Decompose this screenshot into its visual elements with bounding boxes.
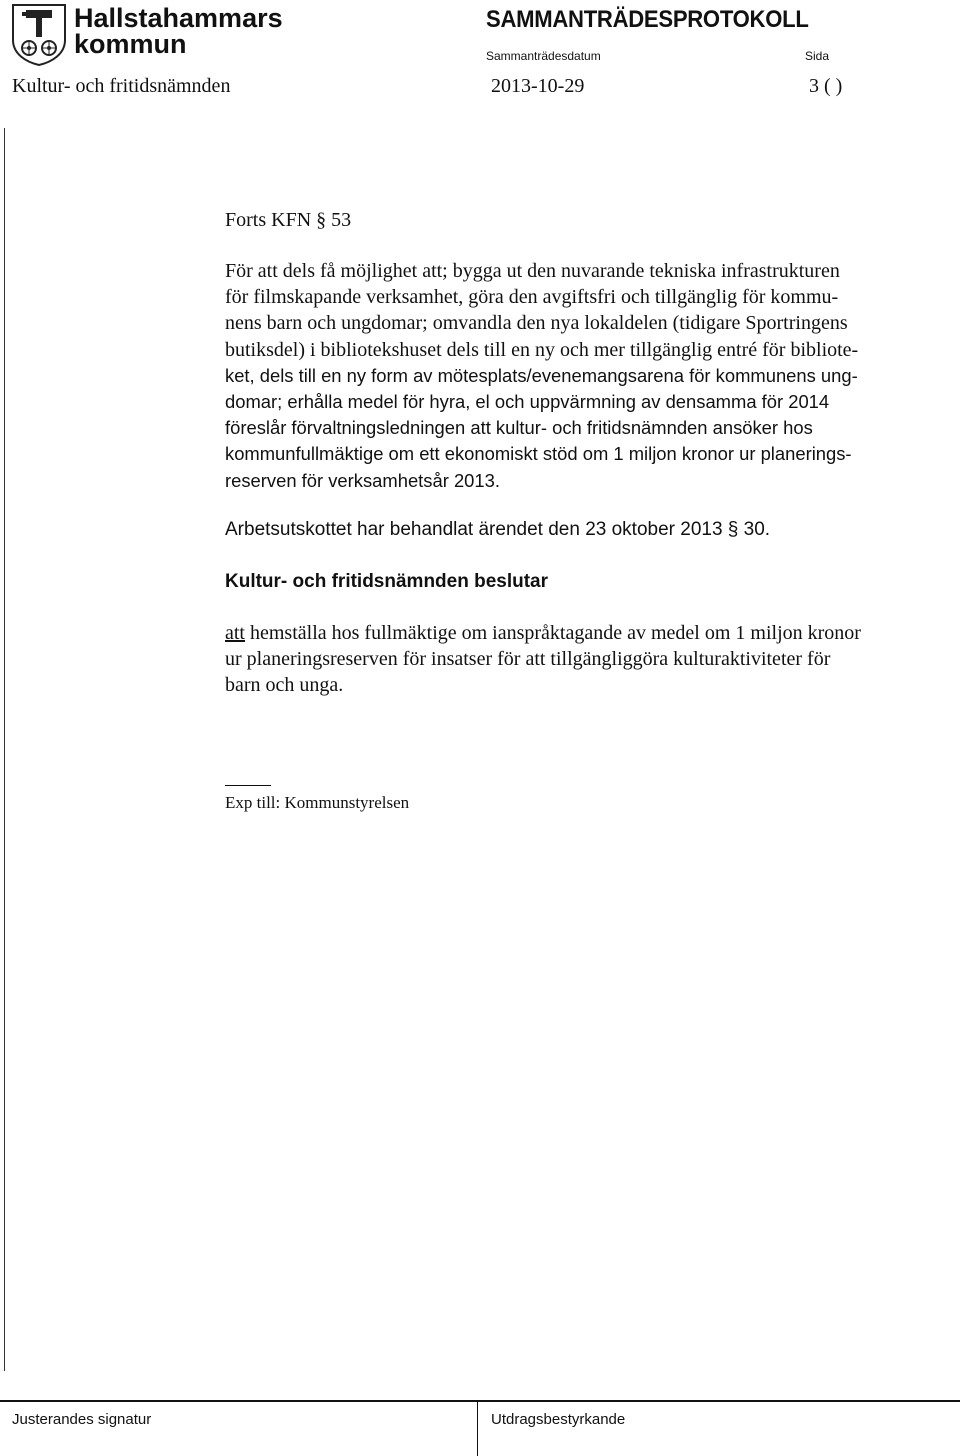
paragraph-line: föreslår förvaltningsledningen att kultur- och fritidsnämnden ansöker hos	[225, 417, 813, 439]
paragraph-line: ket, dels till en ny form av mötesplats/evenemangsarena för kommunens ung-	[225, 364, 858, 386]
organization-name-suffix: kommun	[74, 29, 187, 59]
paragraph-line	[225, 620, 945, 646]
paragraph-line: domar; erhålla medel för hyra, el och uppvärmning av densamma för 2014	[225, 391, 830, 413]
excerpt-certification-label: Utdragsbestyrkande	[491, 1411, 626, 1428]
paragraph-line: För att dels få möjlighet att; bygga ut den nuvarande tekniska infrastrukturen	[225, 260, 840, 282]
signature-field-label: Justerandes signatur	[12, 1411, 152, 1428]
decision-paragraph	[225, 620, 945, 699]
page-label: Sida	[805, 49, 830, 63]
decision-line-text: hemställa hos fullmäktige om ianspråktagande av medel om 1 miljon kronor	[245, 622, 861, 644]
paragraph-line: butiksdel) i bibliotekshuset dels till en ny och mer tillgänglig entré för bibliote-	[225, 338, 859, 361]
paragraph-line: reserven för verksamhetsår 2013.	[225, 469, 500, 491]
paragraph-line: för filmskapande verksamhet, göra den avgiftsfri och tillgänglig för kommu-	[225, 286, 839, 309]
distribution-list: Exp till: Kommunstyrelsen	[225, 793, 410, 812]
paragraph-line: nens barn och ungdomar; omvandla den nya lokaldelen (tidigare Sportringens	[225, 312, 848, 335]
page-number: 3 ( )	[809, 75, 843, 97]
meeting-date-label: Sammanträdesdatum	[486, 49, 601, 63]
committee-name: Kultur- och fritidsnämnden	[12, 75, 231, 97]
decision-heading: Kultur- och fritidsnämnden beslutar	[225, 571, 549, 592]
document-title: SAMMANTRÄDESPROTOKOLL	[486, 6, 809, 33]
footer-divider	[477, 1400, 478, 1456]
proposal-paragraph	[225, 258, 945, 494]
section-reference: Forts KFN § 53	[225, 209, 352, 231]
footnote-rule	[225, 785, 271, 786]
meeting-date: 2013-10-29	[491, 75, 585, 97]
left-margin-rule	[4, 128, 5, 1371]
footer-rule	[0, 1400, 960, 1402]
paragraph-line: ur planeringsreserven för insatser för att tillgängliggöra kulturaktiviteter för	[225, 648, 831, 671]
organization-name: Hallstahammars	[74, 3, 283, 33]
decision-att-keyword: att	[225, 622, 245, 644]
paragraph-line: barn och unga.	[225, 674, 344, 697]
paragraph-line: kommunfullmäktige om ett ekonomiskt stöd om 1 miljon kronor ur planerings-	[225, 443, 852, 465]
municipal-coat-of-arms-logo	[12, 4, 66, 66]
working-committee-note: Arbetsutskottet har behandlat ärendet den 23 oktober 2013 § 30.	[225, 519, 771, 540]
